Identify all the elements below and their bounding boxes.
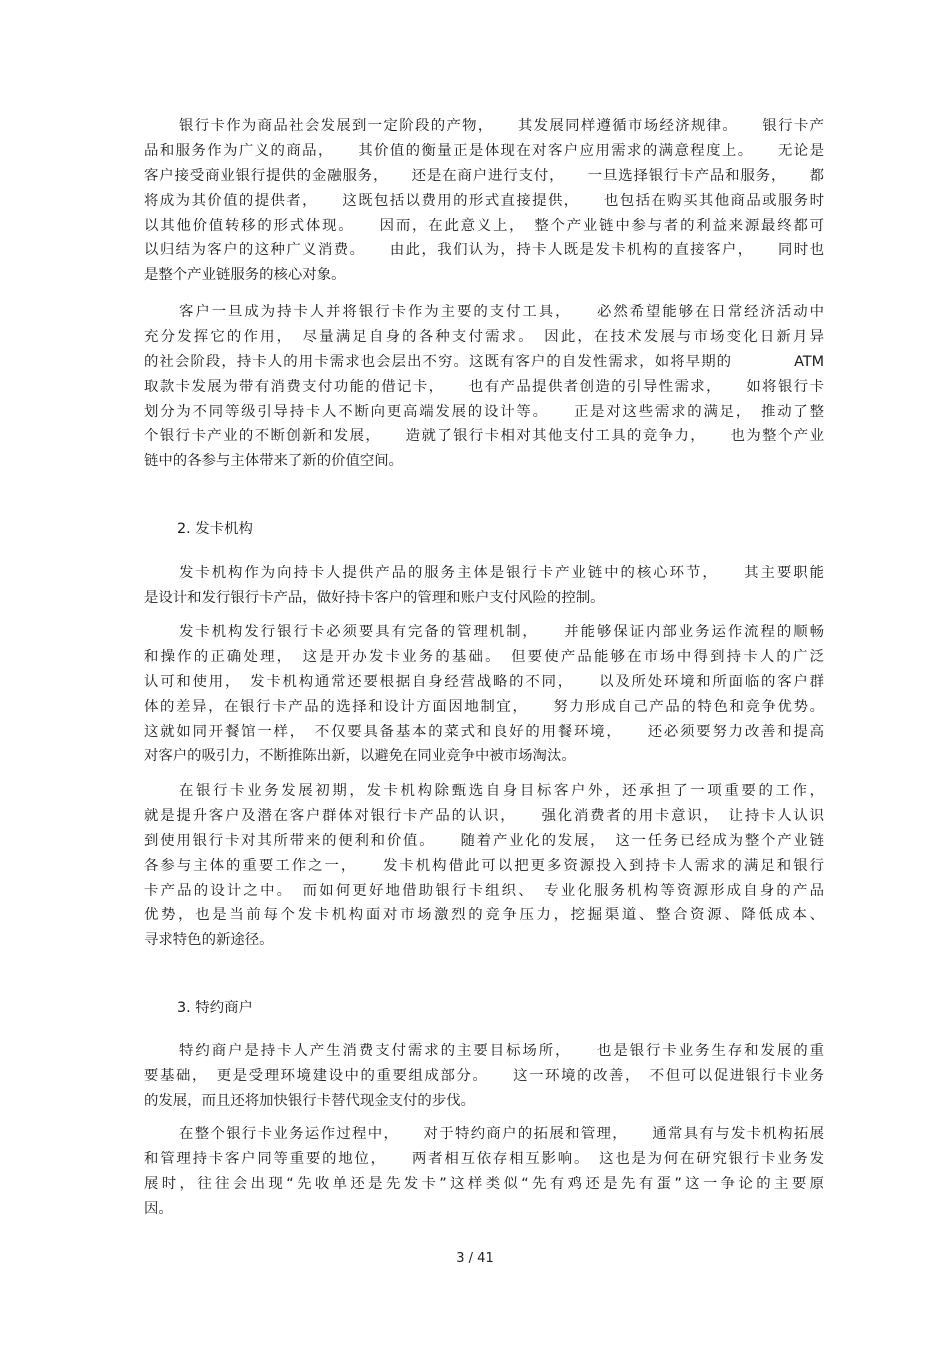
text-line: 到使用银行卡对其所带来的便利和价值。 随着产业化的发展， 这一任务已经成为整个产业链 <box>144 832 824 849</box>
section-heading-issuer: 2. 发卡机构 <box>177 521 253 537</box>
text-line: 取款卡发展为带有消费支付功能的借记卡， 也有产品提供者创造的引导性需求， 如将银行卡 <box>144 378 824 395</box>
text-line: 对客户的吸引力，不断推陈出新，以避免在同业竞争中被市场淘汰。 <box>144 748 576 765</box>
text-line: 优势，也是当前每个发卡机构面对市场激烈的竞争压力，挖掘渠道、整合资源、降低成本、 <box>144 907 824 924</box>
text-line: 这就如同开餐馆一样， 不仅要具备基本的菜式和良好的用餐环境， 还必须要努力改善和提高 <box>144 723 824 740</box>
text-line: 展时，往往会出现“先收单还是先发卡”这样类似“先有鸡还是先有蛋”这一争论的主要原 <box>144 1175 824 1192</box>
text-line: 寻求特色的新途径。 <box>144 932 274 949</box>
text-line: 就是提升客户及潜在客户群体对银行卡产品的认识， 强化消费者的用卡意识， 让持卡人认识 <box>144 807 824 824</box>
text-line: 个银行卡产业的不断创新和发展， 造就了银行卡相对其他支付工具的竞争力， 也为整个产业 <box>144 428 824 445</box>
text-line: 链中的各参与主体带来了新的价值空间。 <box>144 453 404 470</box>
text-line: 和操作的正确处理， 这是开办发卡业务的基础。 但要使产品能够在市场中得到持卡人的广泛 <box>144 648 824 665</box>
text-line: 将成为其价值的提供者， 这既包括以费用的形式直接提供， 也包括在购买其他商品或服务时 <box>144 192 824 209</box>
text-line: 要基础， 更是受理环境建设中的重要组成部分。 这一环境的改善， 不但可以促进银行卡业务 <box>144 1067 824 1084</box>
text-line: 体的差异，在银行卡产品的选择和设计方面因地制宜， 努力形成自己产品的特色和竞争优势。 <box>144 698 824 715</box>
text-line: 客户接受商业银行提供的金融服务， 还是在商户进行支付， 一旦选择银行卡产品和服务， 都 <box>144 167 824 184</box>
section-heading-merchant: 3. 特约商户 <box>177 1000 253 1016</box>
paragraph-issuer-early-stage <box>144 779 824 953</box>
text-line: 发卡机构发行银行卡必须要具有完备的管理机制， 并能够保证内部业务运作流程的顺畅 <box>179 624 824 640</box>
text-line: 划分为不同等级引导持卡人不断向更高端发展的设计等。 正是对这些需求的满足， 推动了整 <box>144 403 824 420</box>
paragraph-cardholder-needs <box>144 300 824 474</box>
text-line: 的社会阶段，持卡人的用卡需求也会层出不穷。这既有客户的自发性需求，如将早期的 ATM <box>144 353 824 370</box>
text-line: 在银行卡业务发展初期，发卡机构除甄选自身目标客户外，还承担了一项重要的工作， <box>179 783 824 799</box>
paragraph-merchant-role <box>144 1039 824 1114</box>
text-line: 在整个银行卡业务运作过程中， 对于特约商户的拓展和管理， 通常具有与发卡机构拓展 <box>179 1126 824 1142</box>
text-line: 品和服务作为广义的商品， 其价值的衡量正是体现在对客户应用需求的满意程度上。 无论是 <box>144 142 824 159</box>
text-line: 各参与主体的重要工作之一， 发卡机构借此可以把更多资源投入到持卡人需求的满足和银行 <box>144 857 824 874</box>
paragraph-issuer-management <box>144 620 824 769</box>
text-line: 认可和使用， 发卡机构通常还要根据自身经营战略的不同， 以及所处环境和所面临的客户群 <box>144 673 824 690</box>
text-line: 以归结为客户的这种广义消费。 由此，我们认为，持卡人既是发卡机构的直接客户， 同时也 <box>144 242 824 259</box>
page-number: 3 / 41 <box>456 1251 494 1266</box>
text-line: 卡产品的设计之中。 而如何更好地借助银行卡组织、 专业化服务机构等资源形成自身的产品 <box>144 882 824 899</box>
text-line: 的发展，而且还将加快银行卡替代现金支付的步伐。 <box>144 1092 475 1109</box>
text-line: 是整个产业链服务的核心对象。 <box>144 267 346 284</box>
text-line: 银行卡作为商品社会发展到一定阶段的产物， 其发展同样遵循市场经济规律。 银行卡产 <box>179 118 824 134</box>
text-line: 是设计和发行银行卡产品，做好持卡客户的管理和账户支付风险的控制。 <box>144 589 605 606</box>
text-line: 发卡机构作为向持卡人提供产品的服务主体是银行卡产业链中的核心环节， 其主要职能 <box>179 565 824 581</box>
text-line: 因。 <box>144 1200 173 1217</box>
text-line: 和管理持卡客户同等重要的地位， 两者相互依存相互影响。 这也是为何在研究银行卡业务发 <box>144 1150 824 1167</box>
text-line: 特约商户是持卡人产生消费支付需求的主要目标场所， 也是银行卡业务生存和发展的重 <box>179 1043 824 1059</box>
text-line: 充分发挥它的作用， 尽量满足自身的各种支付需求。 因此，在技术发展与市场变化日新月异 <box>144 328 824 345</box>
paragraph-merchant-importance <box>144 1122 824 1222</box>
text-line: 客户一旦成为持卡人并将银行卡作为主要的支付工具， 必然希望能够在日常经济活动中 <box>179 304 824 320</box>
text-line: 以其他价值转移的形式体现。 因而，在此意义上， 整个产业链中参与者的利益来源最终都可 <box>144 217 824 234</box>
paragraph-issuer-role <box>144 561 824 611</box>
paragraph-bank-card-value <box>144 114 824 288</box>
